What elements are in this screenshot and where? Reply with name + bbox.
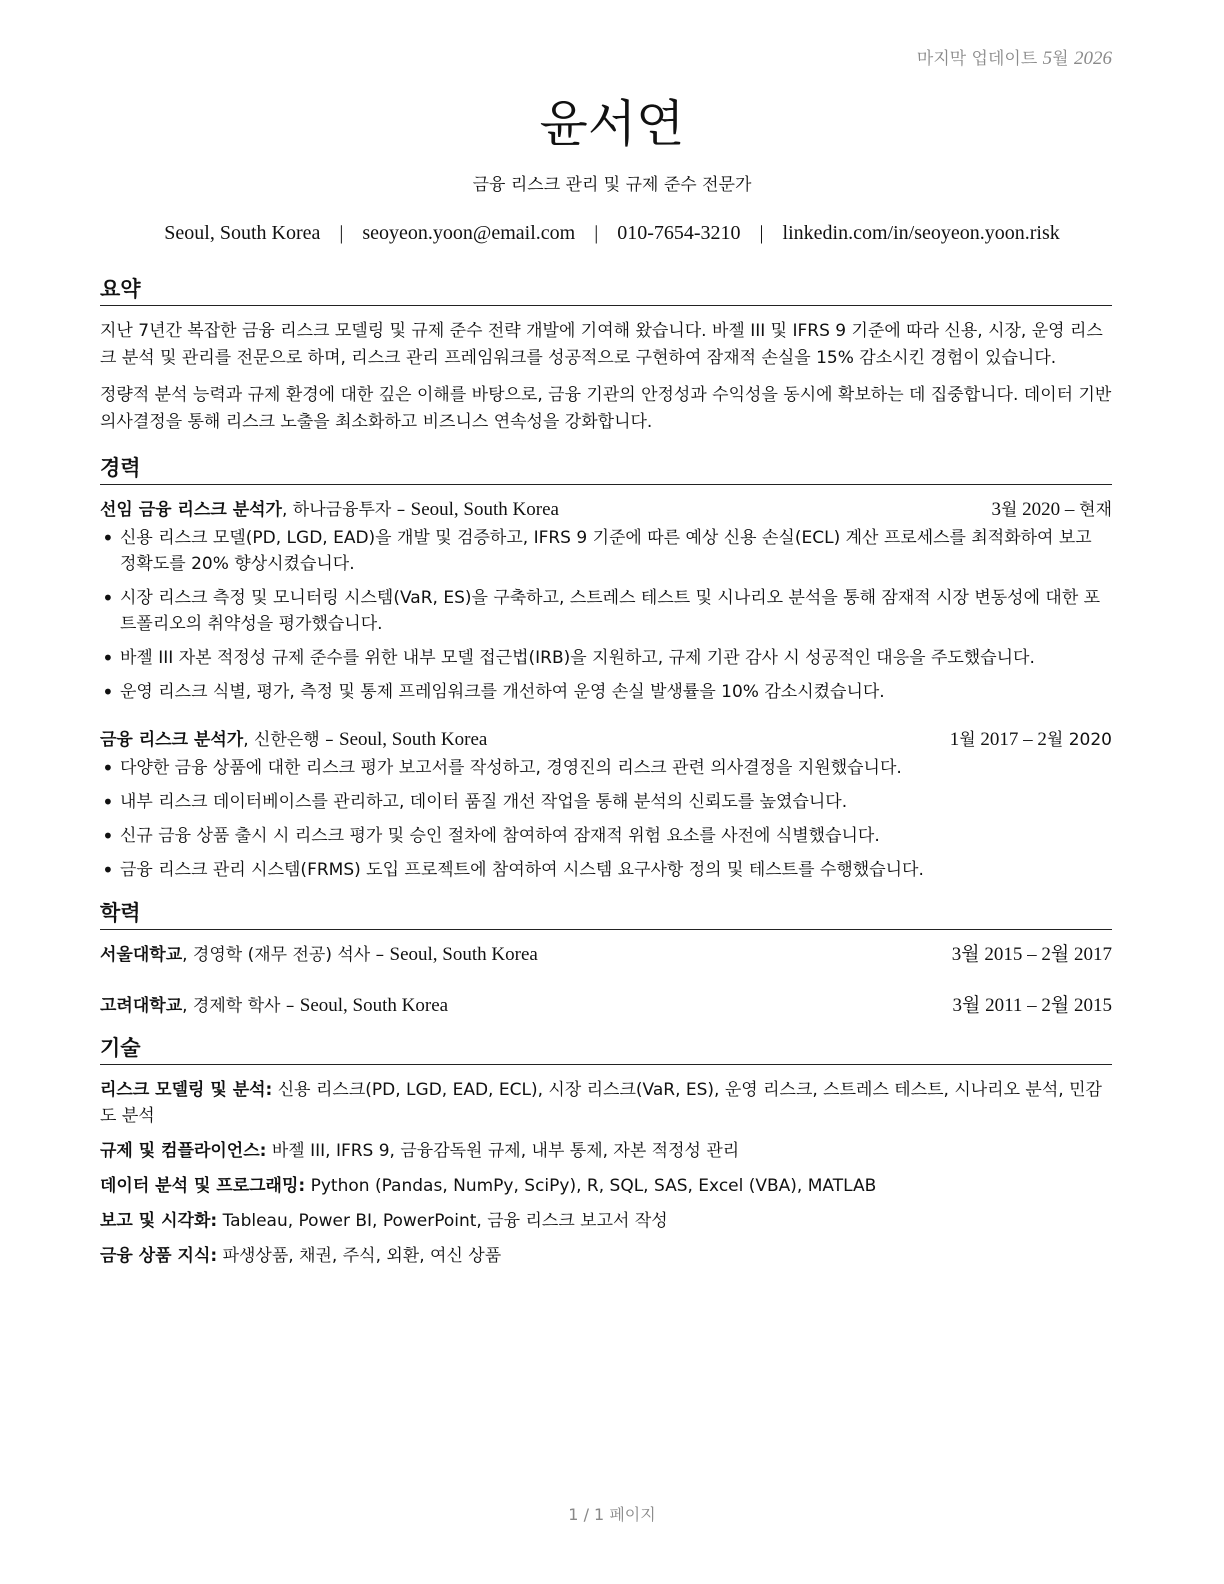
summary-heading: 요약 [100,275,1112,306]
job-bullets [100,755,1112,883]
education-entry [100,993,1112,1020]
skill-value: Tableau, Power BI, PowerPoint, 금융 리스크 보고서 작성 [217,1211,668,1231]
job-date-start-month: 월 [1000,500,1018,520]
education-heading: 학력 [100,899,1112,930]
job-date-start-num: 3 [991,499,1001,520]
degree: , 경영학 (재무 전공) 석사 – [182,945,390,965]
skill-label: 데이터 분석 및 프로그래밍: [100,1176,306,1196]
job-date-mid: 2020 – [1017,499,1080,520]
skill-value: 바젤 III, IFRS 9, 금융감독원 규제, 내부 통제, 자본 적정성 관리 [266,1141,740,1161]
list-item: • 운영 리스크 식별, 평가, 측정 및 통제 프레임워크를 개선하여 운영 손실 발생률을 10% 감소시켰습니다. [100,679,1112,705]
job-date-start-num: 1 [949,729,960,750]
list-item: • 내부 리스크 데이터베이스를 관리하고, 데이터 품질 개선 작업을 통해 분석의 신뢰도를 높였습니다. [100,789,1112,815]
skill-label: 리스크 모델링 및 분석: [100,1080,273,1100]
contact-separator: | [594,222,599,244]
skill-item [100,1138,1112,1164]
skill-item [100,1173,1112,1199]
page-footer [0,1502,1224,1525]
school-name: 고려대학교 [100,996,183,1016]
degree: , 경제학 학사 – [182,996,300,1016]
education-date: 3월 2015 – 2월 2017 [951,944,1112,965]
skill-value: 신용 리스크(PD, LGD, EAD, ECL), 시장 리스크(VaR, ES), 운영 리스크, 스트레스 테스트, 시나리오 분석, 민감도 분석 [100,1080,1102,1126]
education-date: 3월 2011 – 2월 2015 [952,995,1112,1016]
job-bullets [100,525,1112,705]
candidate-name: 윤서연 [539,95,685,153]
job-date-end: 월 2020 [1046,730,1112,750]
last-updated-year: 2026 [1074,48,1112,69]
job-role: 선임 금융 리스크 분석가 [100,500,282,520]
summary-section [100,275,1112,436]
skill-label: 금융 상품 지식: [100,1246,218,1266]
skill-item [100,1208,1112,1234]
list-item: • 시장 리스크 측정 및 모니터링 시스템(VaR, ES)을 구축하고, 스트레스 테스트 및 시나리오 분석을 통해 잠재적 시장 변동성에 대한 포트폴리오의 취약성을 평가했습니다. [100,585,1112,637]
contact-separator: | [759,222,764,244]
skills-heading: 기술 [100,1034,1112,1065]
education-entry [100,942,1112,969]
contact-separator: | [339,222,344,244]
last-updated-prefix: 마지막 업데이트 [916,49,1038,69]
summary-paragraph: 정량적 분석 능력과 규제 환경에 대한 깊은 이해를 바탕으로, 금융 기관의 안정성과 수익성을 동시에 확보하는 데 집중합니다. 데이터 기반 의사결정을 통해 리스크 노출을 최소화하고 비즈니스 연속성을 강화합니다. [100,385,1112,432]
skill-item [100,1243,1112,1269]
contact-linkedin[interactable]: linkedin.com/in/seoyeon.yoon.risk [782,222,1060,244]
contact-email[interactable]: seoyeon.yoon@email.com [362,222,576,244]
job-org: , 하나금융투자 – [281,500,411,520]
school-location: Seoul, South Korea [299,995,449,1016]
resume-content [100,275,1112,1278]
skill-label: 규제 및 컴플라이언스: [100,1141,267,1161]
contact-line [0,222,1224,245]
job-location: Seoul, South Korea [410,499,559,520]
skill-item [100,1077,1112,1129]
job-role: 금융 리스크 분석가 [100,730,244,750]
school-name: 서울대학교 [100,945,183,965]
skill-label: 보고 및 시각화: [100,1211,218,1231]
candidate-title: 금융 리스크 관리 및 규제 준수 전문가 [472,175,752,195]
list-item: • 바젤 III 자본 적정성 규제 준수를 위한 내부 모델 접근법(IRB)을 지원하고, 규제 기관 감사 시 성공적인 대응을 주도했습니다. [100,645,1112,671]
job-entry [100,727,1112,883]
job-header [100,497,1112,523]
job-date-start-month: 월 [959,730,976,750]
last-updated-month-num: 5 [1042,48,1053,69]
job-date-mid: 2017 – 2 [975,729,1047,750]
list-item: • 신용 리스크 모델(PD, LGD, EAD)을 개발 및 검증하고, IFRS 9 기준에 따른 예상 신용 손실(ECL) 계산 프로세스를 최적화하여 보고 정확도를 20% 향상시켰습니다. [100,525,1112,577]
skill-value: 파생상품, 채권, 주식, 외환, 여신 상품 [217,1246,502,1266]
page-label: 페이지 [609,1505,656,1524]
last-updated [917,44,1112,70]
experience-heading: 경력 [100,454,1112,485]
job-header [100,727,1112,753]
contact-phone: 010-7654-3210 [617,222,741,244]
job-date-end: 현재 [1079,500,1112,520]
last-updated-month: 월 [1052,49,1069,69]
job-org: , 신한은행 – [243,730,340,750]
school-location: Seoul, South Korea [389,944,538,965]
skills-section [100,1034,1112,1269]
job-date [991,497,1112,523]
education-section [100,899,1112,1020]
list-item: • 다양한 금융 상품에 대한 리스크 평가 보고서를 작성하고, 경영진의 리스크 관련 의사결정을 지원했습니다. [100,755,1112,781]
job-entry [100,497,1112,705]
page-number: 1 / 1 [568,1505,605,1524]
job-date [950,727,1112,753]
summary-paragraph: 지난 7년간 복잡한 금융 리스크 모델링 및 규제 준수 전략 개발에 기여해 왔습니다. 바젤 III 및 IFRS 9 기준에 따라 신용, 시장, 운영 리스크 분석 및 관리를 전문으로 하며, 리스크 관리 프레임워크를 성공적으로 구현하여 잠재적 손실을 15% 감소시킨 경험이 있습니다. [100,321,1103,368]
list-item: • 금융 리스크 관리 시스템(FRMS) 도입 프로젝트에 참여하여 시스템 요구사항 정의 및 테스트를 수행했습니다. [100,857,1112,883]
contact-location: Seoul, South Korea [164,222,321,244]
job-location: Seoul, South Korea [339,729,488,750]
skill-value: Python (Pandas, NumPy, SciPy), R, SQL, SAS, Excel (VBA), MATLAB [305,1176,877,1196]
list-item: • 신규 금융 상품 출시 시 리스크 평가 및 승인 절차에 참여하여 잠재적 위험 요소를 사전에 식별했습니다. [100,823,1112,849]
experience-section [100,454,1112,883]
